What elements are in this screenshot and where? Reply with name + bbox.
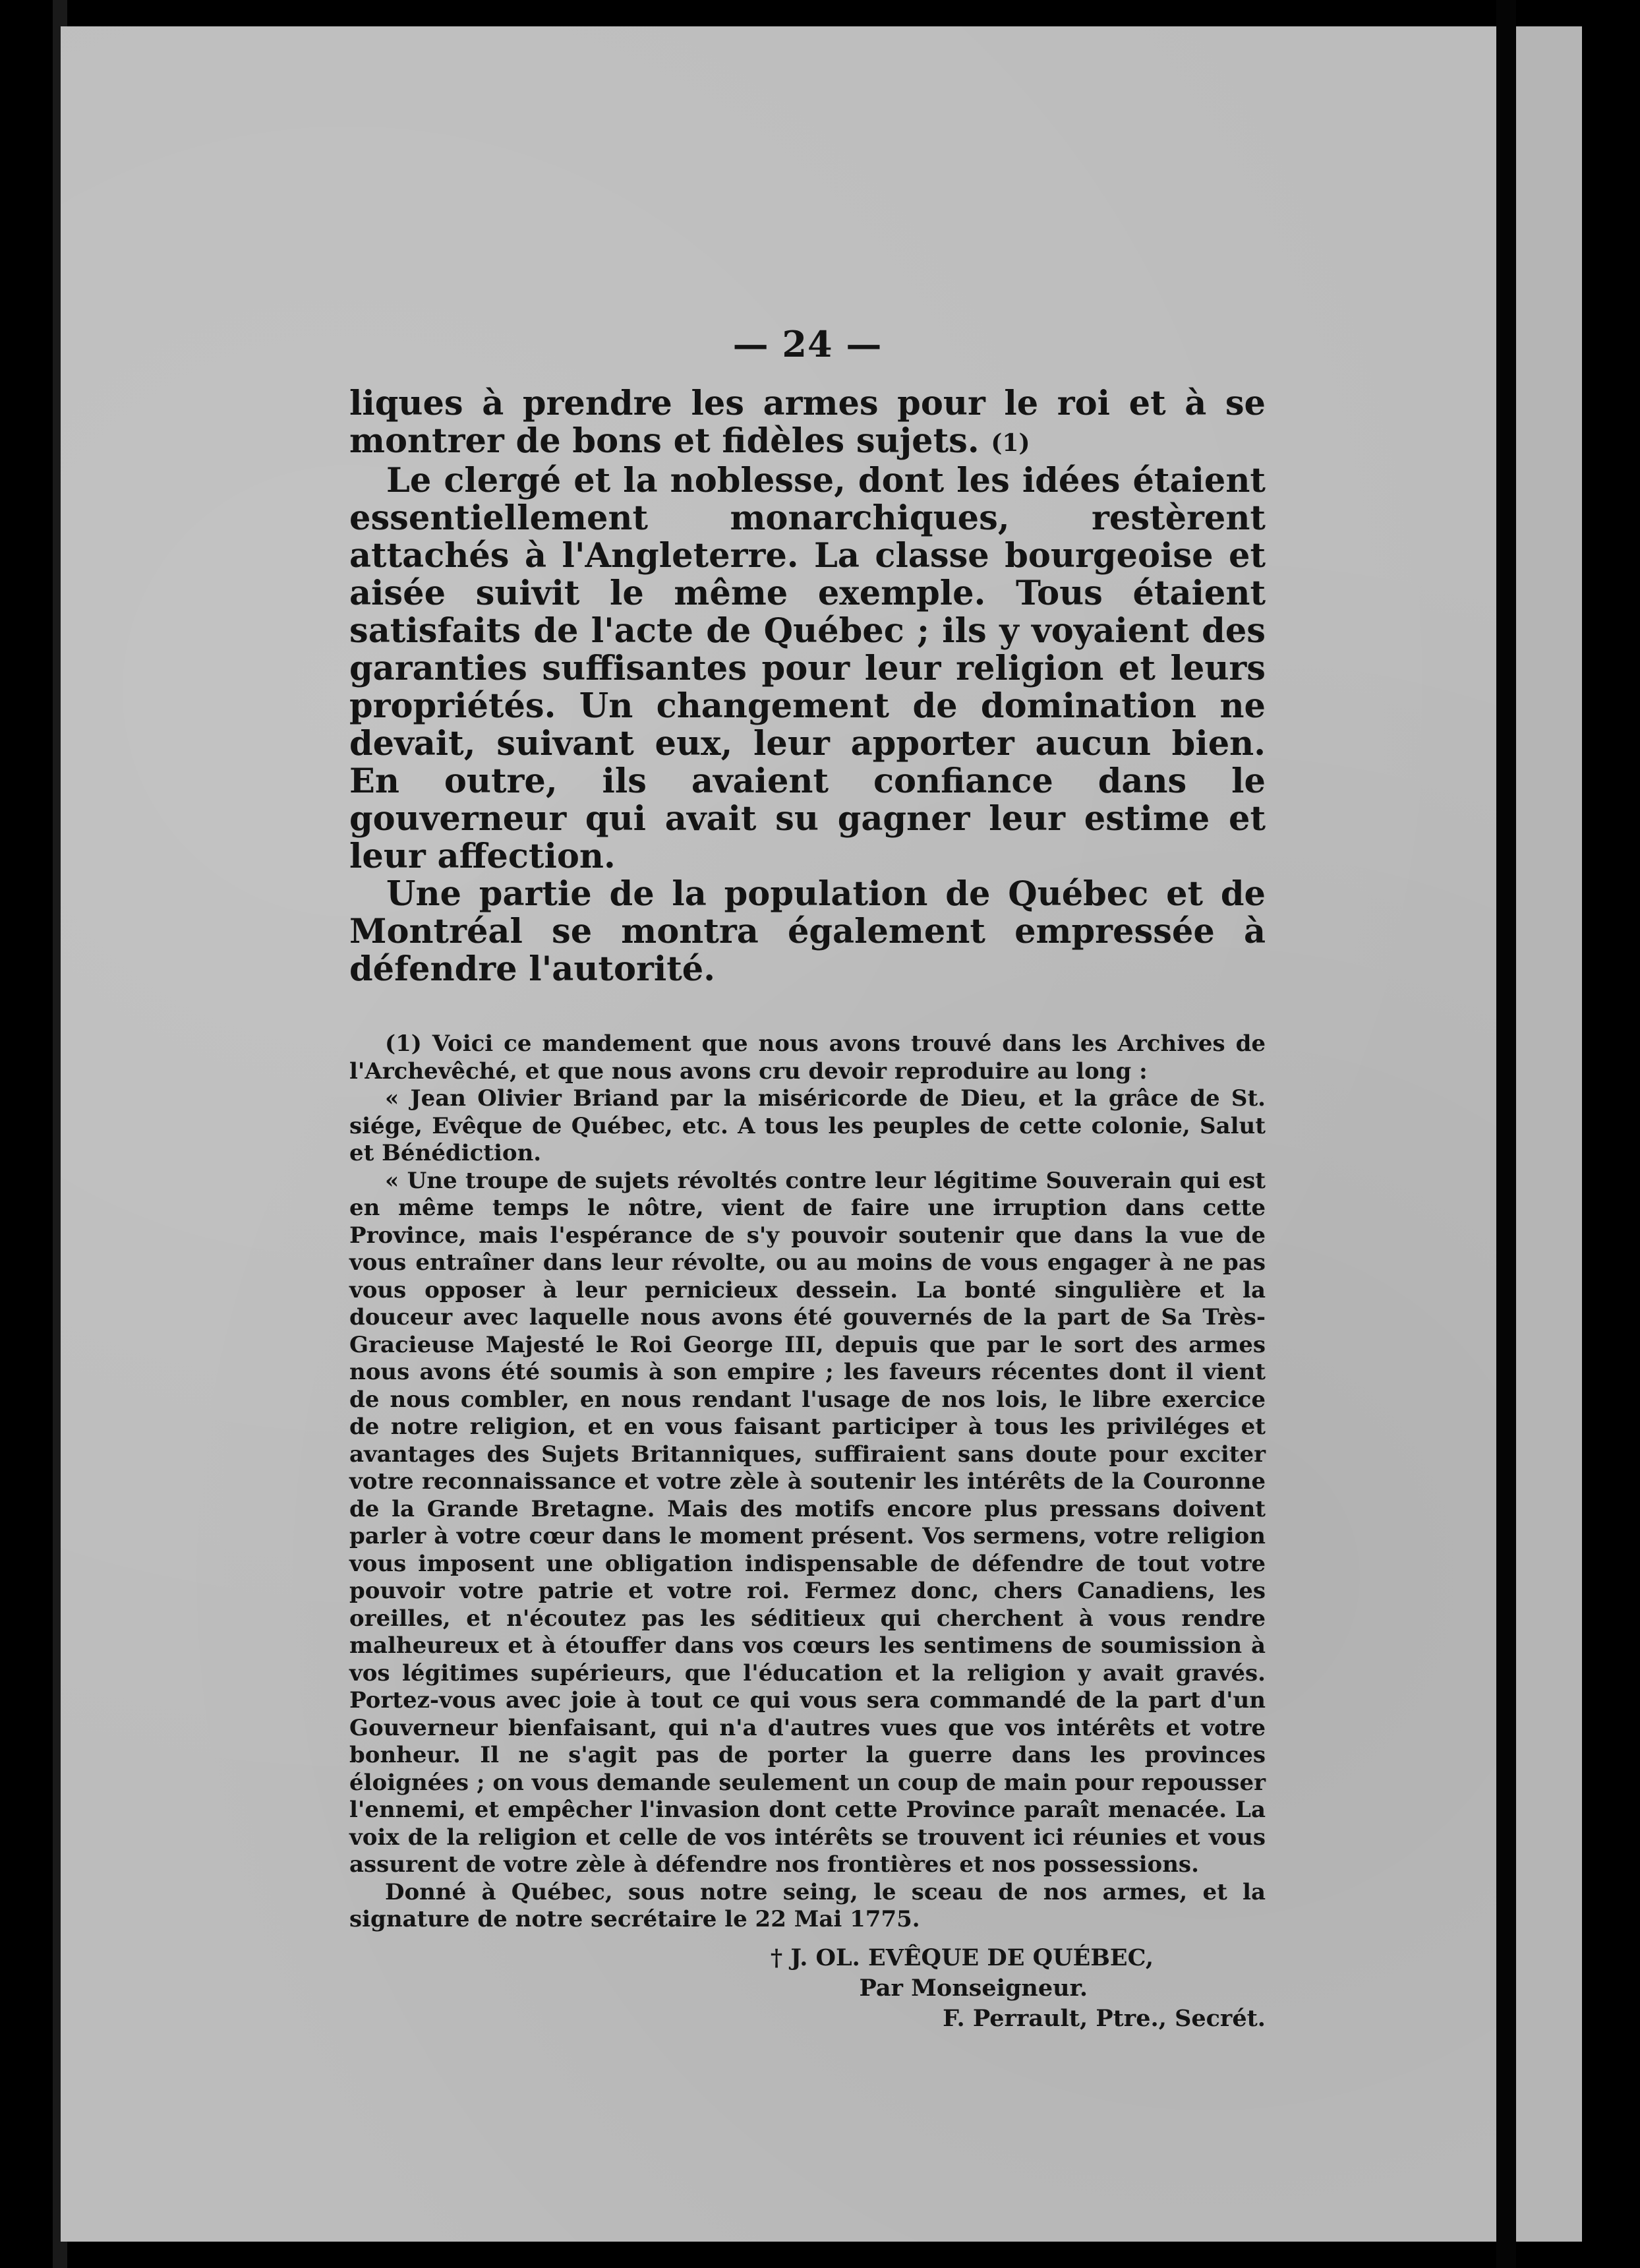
footnote-mandate-text: « Une troupe de sujets révoltés contre leur légitime Souverain qui est en même temps le nôtre, vient de faire une irruption dans cette Province, mais l'espérance de s'y pouvoir soutenir que dans la vue de vous entraîner dans leur révolte, ou au moins de vous engager à ne pas vous opposer à leur pernicieux dessein. La bonté singulière et la douceur avec laquelle nous avons été gouvernés de la part de Sa Très-Gracieuse Majesté le Roi George III, depuis que par le sort des armes nous avons été soumis à son empire ; les faveurs récentes dont il vient de nous combler, en nous rendant l'usage de nos lois, le libre exercice de notre religion, et en vous faisant participer à tous les priviléges et avantages des Sujets Britanniques, suffiraient sans doute pour exciter votre reconnaissance et votre zèle à soutenir les intérêts de la Couronne de la Grande Bretagne. Mais des motifs encore plus pressans doivent parler à votre cœur dans le moment présent. Vos sermens, votre religion vous imposent une obligation indispensable de défendre de tout votre pouvoir votre patrie et votre roi. Fermez donc, chers Canadiens, les oreilles, et n'écoutez pas les séditieux qui cherchent à vous rendre malheureux et à étouffer dans vos cœurs les sentimens de soumission à vos légitimes supérieurs, que l'éducation et la religion y avait gravés. Portez-vous avec joie à tout ce qui vous sera commandé de la part d'un Gouverneur bienfaisant, qui n'a d'autres vues que vos intérêts et votre bonheur. Il ne s'agit pas de porter la guerre dans les provinces éloignées ; on vous demande seulement un coup de main pour repousser l'ennemi, et empêcher l'invasion dont cette Province paraît menacée. La voix de la religion et celle de vos intérêts se trouvent ici réunies et vous assurent de votre zèle à défendre nos frontières et nos possessions. [349, 1167, 1266, 1878]
page-number: — 24 — [732, 323, 883, 365]
signature-block [349, 1943, 1266, 2034]
footnote-salutation: « Jean Olivier Briand par la miséricorde de Dieu, et la grâce de St. siége, Evêque de Québec, etc. A tous les peuples de cette colonie, Salut et Bénédiction. [349, 1085, 1266, 1166]
adjacent-page-edge [1516, 26, 1582, 2242]
signature-bishop: † J. OL. EVÊQUE DE QUÉBEC, [770, 1944, 1154, 1971]
body-paragraph-3: Une partie de la population de Québec et de Montréal se montra également empressée à défendre l'autorité. [349, 874, 1266, 989]
body-paragraph-1 [349, 385, 1266, 462]
signature-secretary: F. Perrault, Ptre., Secrét. [943, 2004, 1266, 2032]
body-paragraph-2: Le clergé et la noblesse, dont les idées étaient essentiellement monarchiques, restèrent attachés à l'Angleterre. La classe bourgeoise et aisée suivit le même exemple. Tous étaient satisfaits de l'acte de Québec ; ils y voyaient des garanties suffisantes pour leur religion et leurs propriétés. Un changement de domination ne devait, suivant eux, leur apporter aucun bien. En outre, ils avaient confiance dans le gouverneur qui avait su gagner leur estime et leur affection. [349, 461, 1266, 876]
footnote-dateline: Donné à Québec, sous notre seing, le sceau de nos armes, et la signature de notre secrétaire le 22 Mai 1775. [349, 1878, 1266, 1932]
page-gutter [1496, 0, 1516, 2268]
signature-by-order: Par Monseigneur. [859, 1974, 1088, 2002]
body-paragraph-1-text: liques à prendre les armes pour le roi et à se montrer de bons et fidèles sujets. [349, 384, 1266, 461]
footnote-intro: (1) Voici ce mandement que nous avons trouvé dans les Archives de l'Archevêché, et que nous avons cru devoir reproduire au long : [349, 1030, 1266, 1085]
footnote-reference: (1) [991, 429, 1030, 457]
page-text [349, 323, 1266, 2034]
footnote-section [349, 1030, 1266, 1934]
